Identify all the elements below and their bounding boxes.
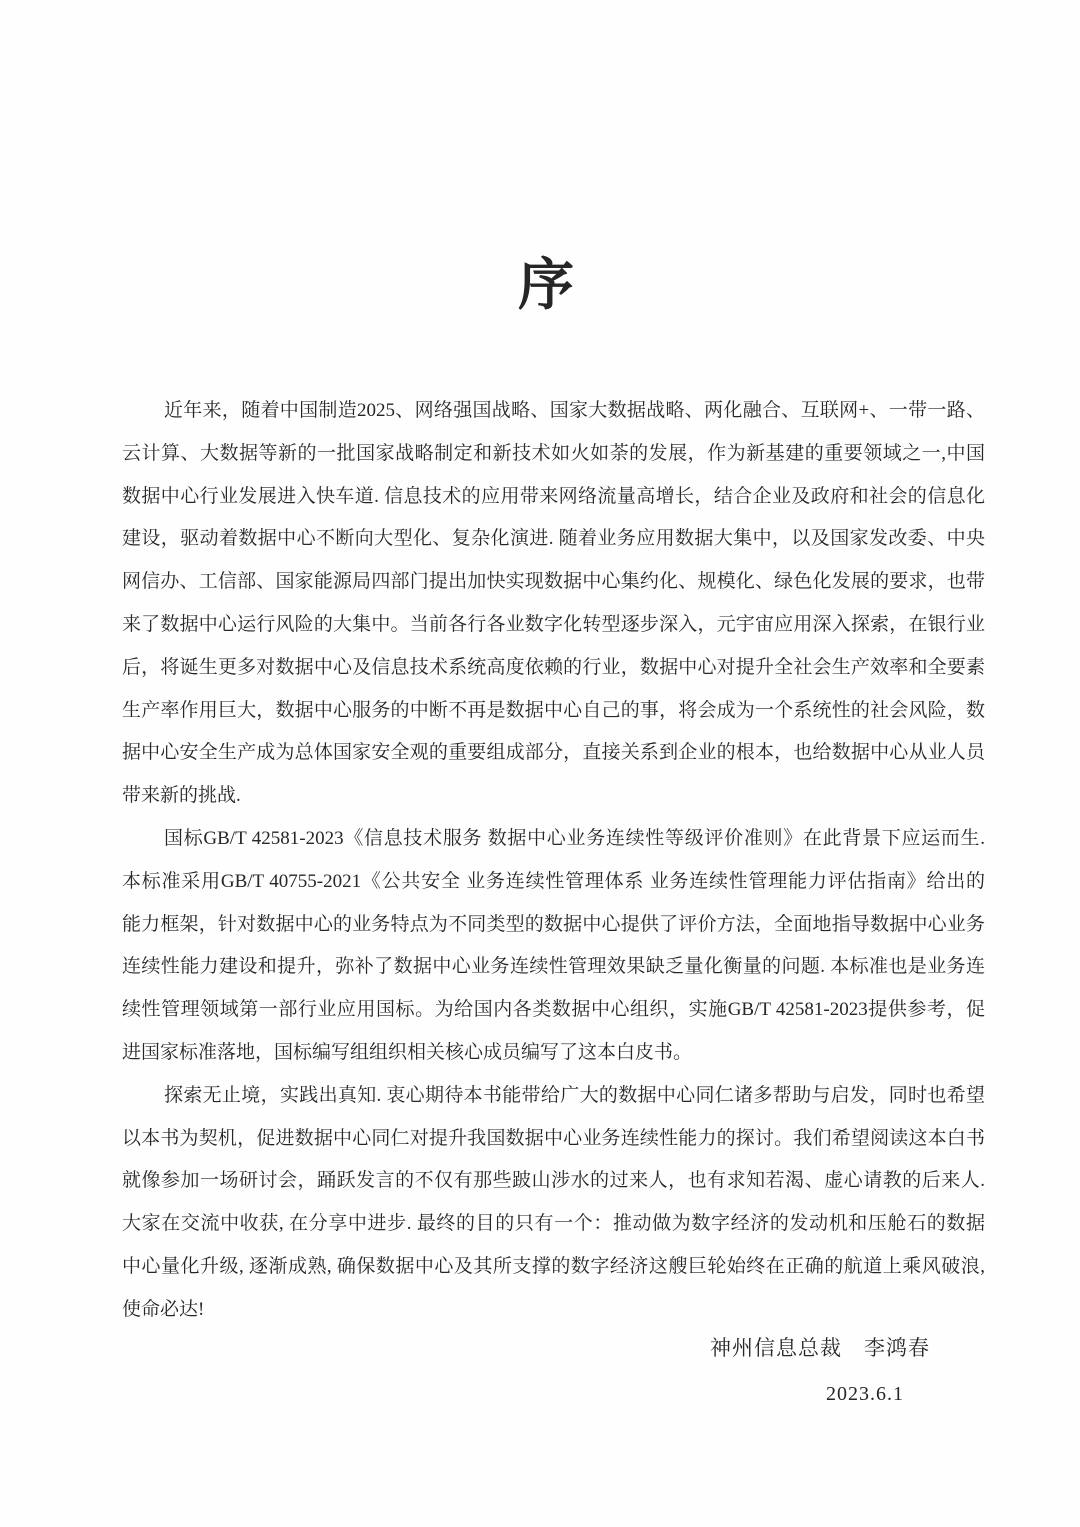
page-title: 序: [518, 255, 574, 317]
preface-body: [122, 390, 985, 1332]
text-line: 带来新的挑战.: [122, 785, 241, 807]
text-line: 云计算、大数据等新的一批国家战略制定和新技术如火如荼的发展，作为新基建的重要领域之一,中国: [122, 442, 985, 464]
text-line: 国标GB/T 42581-2023《信息技术服务 数据中心业务连续性等级评价准则》在此背景下应运而生.: [164, 827, 985, 849]
text-line: 本标准采用GB/T 40755-2021《公共安全 业务连续性管理体系 业务连续性管理能力评估指南》给出的: [122, 870, 985, 892]
text-line: 连续性能力建设和提升，弥补了数据中心业务连续性管理效果缺乏量化衡量的问题. 本标准也是业务连: [122, 956, 985, 978]
text-line: 据中心安全生产成为总体国家安全观的重要组成部分，直接关系到企业的根本，也给数据中心从业人员: [122, 742, 985, 764]
text-line: 来了数据中心运行风险的大集中。当前各行各业数字化转型逐步深入，元宇宙应用深入探索，在银行业: [122, 613, 985, 635]
text-line: 以本书为契机，促进数据中心同仁对提升我国数据中心业务连续性能力的探讨。我们希望阅读这本白书: [122, 1127, 985, 1149]
paragraph: [122, 390, 985, 818]
text-line: 网信办、工信部、国家能源局四部门提出加快实现数据中心集约化、规模化、绿色化发展的要求，也带: [122, 571, 985, 593]
text-line: 使命必达!: [122, 1298, 205, 1320]
text-line: 就像参加一场研讨会，踊跃发言的不仅有那些跛山涉水的过来人，也有求知若渴、虚心请教的后来人.: [122, 1170, 985, 1192]
text-line: 建设，驱动着数据中心不断向大型化、复杂化演进. 随着业务应用数据大集中，以及国家发改委、中央: [122, 528, 985, 550]
text-line: 中心量化升级, 逐渐成熟, 确保数据中心及其所支撑的数字经济这艘巨轮始终在正确的航道上乘风破浪,: [122, 1255, 985, 1277]
signature-line: 神州信息总裁 李鸿春: [710, 1336, 930, 1360]
text-line: 探索无止境，实践出真知. 衷心期待本书能带给广大的数据中心同仁诸多帮助与启发，同时也希望: [164, 1084, 985, 1106]
text-line: 数据中心行业发展进入快车道. 信息技术的应用带来网络流量高增长，结合企业及政府和社会的信息化: [122, 485, 985, 507]
paragraph: [122, 818, 985, 1075]
text-line: 续性管理领域第一部行业应用国标。为给国内各类数据中心组织，实施GB/T 42581-2023提供参考，促: [122, 999, 985, 1021]
text-line: 进国家标准落地，国标编写组组织相关核心成员编写了这本白皮书。: [122, 1041, 693, 1063]
date-line: 2023.6.1: [826, 1383, 904, 1405]
text-line: 能力框架，针对数据中心的业务特点为不同类型的数据中心提供了评价方法，全面地指导数据中心业务: [122, 913, 985, 935]
text-line: 近年来，随着中国制造2025、网络强国战略、国家大数据战略、两化融合、互联网+、一带一路、: [164, 400, 985, 421]
text-line: 后，将诞生更多对数据中心及信息技术系统高度依赖的行业，数据中心对提升全社会生产效率和全要素: [122, 656, 985, 678]
paragraph: [122, 1075, 985, 1332]
text-line: 生产率作用巨大，数据中心服务的中断不再是数据中心自己的事，将会成为一个系统性的社会风险，数: [122, 699, 985, 721]
text-line: 大家在交流中收获, 在分享中进步. 最终的目的只有一个：推动做为数字经济的发动机和压舱石的数据: [122, 1213, 985, 1235]
